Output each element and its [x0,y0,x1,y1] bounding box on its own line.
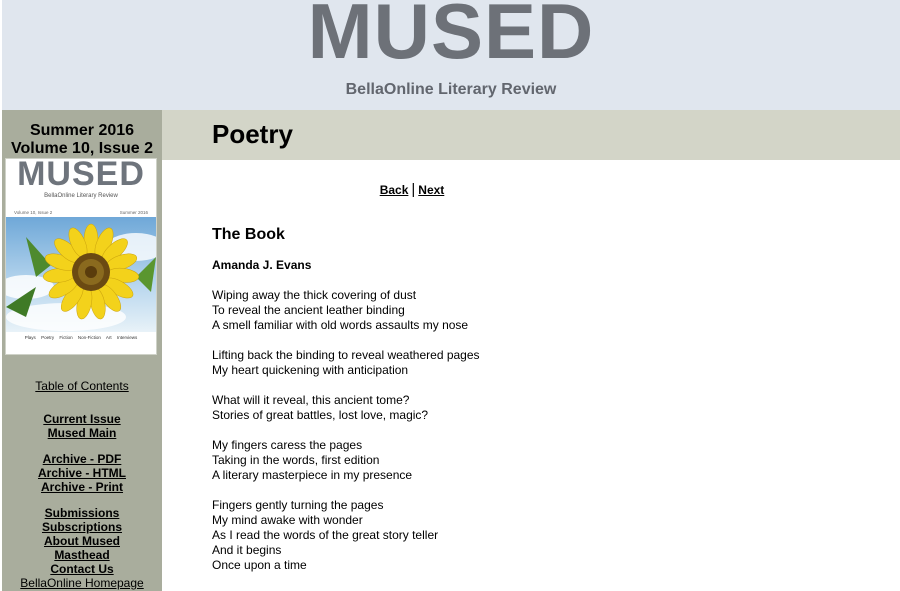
poem-line: Wiping away the thick covering of dust [212,288,417,302]
cover-season: Summer 2016 [119,210,148,215]
cover-category: Art [105,335,112,340]
poem-line: Once upon a time [212,558,307,572]
cover-categories [6,335,156,340]
poem-line: As I read the words of the great story teller [212,528,439,542]
current-issue-link[interactable]: Current Issue [43,412,121,426]
submissions-link[interactable]: Submissions [44,506,120,520]
archive-html-link[interactable]: Archive - HTML [37,466,126,480]
magazine-cover-image[interactable] [5,158,157,355]
issue-info [2,122,162,158]
cover-category: Interviews [116,335,138,340]
poem-line: My mind awake with wonder [212,513,363,527]
sunflower-picture [6,217,156,332]
poem-stanza [212,438,480,483]
cover-tagline: BellaOnline Literary Review [44,193,118,199]
poem-line: What will it reveal, this ancient tome? [212,393,410,407]
about-mused-link[interactable]: About Mused [44,534,120,548]
pager-separator: | [411,181,416,198]
poem-line: My fingers caress the pages [212,438,363,452]
poem-line: Taking in the words, first edition [212,453,380,467]
poem-stanza [212,393,480,423]
cover-category: Fiction [59,335,73,340]
poem-line: To reveal the ancient leather binding [212,303,405,317]
poem-body [212,288,480,588]
contact-us-link[interactable]: Contact Us [50,562,114,576]
poem-line: My heart quickening with anticipation [212,363,409,377]
poem-line: And it begins [212,543,282,557]
cover-category: Poetry [41,335,55,340]
site-header [2,0,900,110]
sidebar [2,110,162,591]
cover-logo: MUSED [17,158,145,193]
poem-title: The Book [212,226,285,243]
bellaonline-homepage-link[interactable]: BellaOnline Homepage [20,576,144,590]
pagination [162,181,662,198]
poem-author: Amanda J. Evans [212,258,312,272]
subscriptions-link[interactable]: Subscriptions [41,520,122,534]
next-link[interactable]: Next [418,183,445,197]
poem-stanza [212,288,480,333]
poem-stanza [212,498,480,573]
cover-category: Non-Fiction [77,335,101,340]
poem-stanza [212,348,480,378]
mused-main-link[interactable]: Mused Main [47,426,117,440]
site-logo[interactable]: MUSED [307,0,595,75]
section-title-bar [162,110,900,160]
poem-line: A literary masterpiece in my presence [212,468,413,482]
table-of-contents-link[interactable]: Table of Contents [35,379,129,393]
poem-line: A smell familiar with old words assaults my nose [212,318,469,332]
archive-print-link[interactable]: Archive - Print [40,480,124,494]
archive-pdf-link[interactable]: Archive - PDF [42,452,122,466]
cover-category: Plays [24,335,36,340]
page-title: Poetry [212,119,293,149]
poem-line: Fingers gently turning the pages [212,498,384,512]
cover-volume: Volume 10, Issue 2 [14,210,53,215]
poem-line: Stories of great battles, lost love, magic? [212,408,429,422]
issue-volume: Volume 10, Issue 2 [11,140,153,157]
back-link[interactable]: Back [379,183,409,197]
poem-line: Lifting back the binding to reveal weathered pages [212,348,480,362]
issue-season: Summer 2016 [29,122,135,139]
masthead-link[interactable]: Masthead [54,548,110,562]
site-tagline: BellaOnline Literary Review [345,81,557,98]
